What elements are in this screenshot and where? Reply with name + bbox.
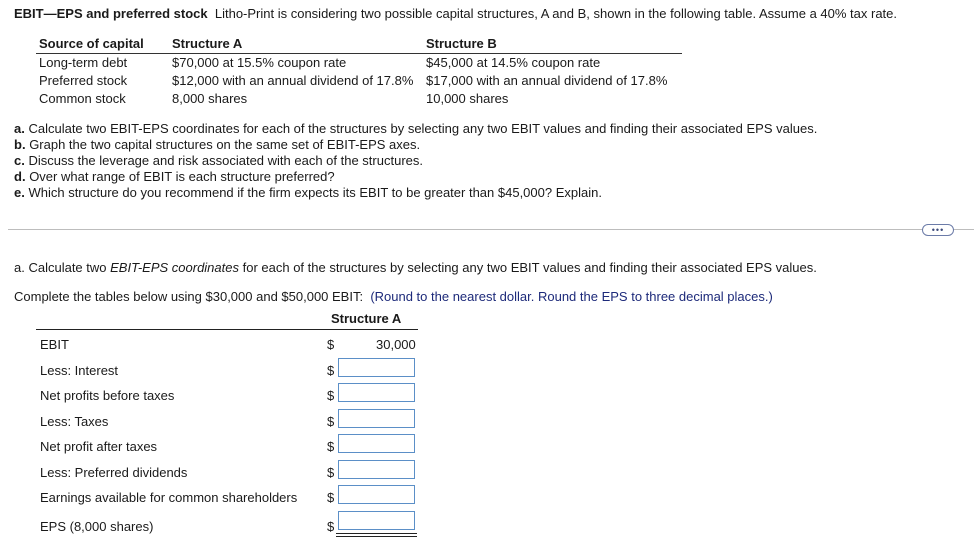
part-a: a. Calculate two EBIT-EPS coordinates for each of the structures by selecting any two EBIT values and finding their associated EPS values.: [14, 121, 818, 136]
preferred-dividends-input[interactable]: [338, 460, 415, 479]
answer-instruction: Complete the tables below using $30,000 and $50,000 EBIT: (Round to the nearest dollar. Round the EPS to three decimal places.): [14, 289, 773, 304]
currency-symbol: $: [327, 465, 335, 480]
eps-double-rule-bottom: [336, 536, 417, 537]
row-label-interest: Less: Interest: [40, 363, 119, 378]
row-label-preferred-dividends: Less: Preferred dividends: [40, 465, 188, 480]
row-preferred-label: Preferred stock: [39, 73, 128, 88]
problem-text: Litho-Print is considering two possible capital structures, A and B, shown in the following table. Assume a 40% tax rate.: [214, 6, 898, 21]
problem-statement: [14, 6, 897, 21]
row-debt-label: Long-term debt: [39, 55, 128, 70]
ebit-value: 30,000: [376, 337, 416, 352]
part-e: e. Which structure do you recommend if the firm expects its EBIT to be greater than $45,000? Explain.: [14, 185, 602, 200]
row-debt-b: $45,000 at 14.5% coupon rate: [426, 55, 601, 70]
structure-a-header: Structure A: [331, 311, 402, 326]
section-divider: [8, 229, 974, 230]
currency-symbol: $: [327, 490, 335, 505]
row-label-earnings-available: Earnings available for common shareholders: [40, 490, 298, 505]
row-label-ebit: EBIT: [40, 337, 69, 352]
net-profit-after-taxes-input[interactable]: [338, 434, 415, 453]
row-label-net-profits-before-taxes: Net profits before taxes: [40, 388, 175, 403]
answer-question: a. Calculate two EBIT-EPS coordinates for each of the structures by selecting any two EBIT values and finding their associated EPS values.: [14, 260, 817, 275]
taxes-input[interactable]: [338, 409, 415, 428]
col-header-source: Source of capital: [39, 36, 144, 51]
structure-a-header-rule: [36, 329, 418, 330]
currency-symbol: $: [327, 519, 335, 534]
row-common-a: 8,000 shares: [172, 91, 248, 106]
part-b: b. Graph the two capital structures on the same set of EBIT-EPS axes.: [14, 137, 421, 152]
part-c: c. Discuss the leverage and risk associated with each of the structures.: [14, 153, 423, 168]
net-profits-before-taxes-input[interactable]: [338, 383, 415, 402]
currency-symbol: $: [327, 414, 335, 429]
row-label-net-profit-after-taxes: Net profit after taxes: [40, 439, 158, 454]
problem-title: EBIT—EPS and preferred stock: [14, 6, 208, 21]
rounding-hint: (Round to the nearest dollar. Round the EPS to three decimal places.): [370, 289, 773, 304]
interest-input[interactable]: [338, 358, 415, 377]
row-preferred-a: $12,000 with an annual dividend of 17.8%: [172, 73, 414, 88]
currency-symbol: $: [327, 439, 335, 454]
eps-double-rule-top: [336, 533, 417, 534]
part-d: d. Over what range of EBIT is each structure preferred?: [14, 169, 335, 184]
row-label-taxes: Less: Taxes: [40, 414, 109, 429]
earnings-available-input[interactable]: [338, 485, 415, 504]
table-header-rule: [36, 53, 682, 54]
currency-symbol: $: [327, 363, 335, 378]
row-common-label: Common stock: [39, 91, 126, 106]
col-header-structure-b: Structure B: [426, 36, 497, 51]
row-label-eps: EPS (8,000 shares): [40, 519, 154, 534]
row-debt-a: $70,000 at 15.5% coupon rate: [172, 55, 347, 70]
row-preferred-b: $17,000 with an annual dividend of 17.8%: [426, 73, 668, 88]
row-common-b: 10,000 shares: [426, 91, 509, 106]
col-header-structure-a: Structure A: [172, 36, 243, 51]
currency-symbol: $: [327, 388, 335, 403]
more-options-button[interactable]: •••: [922, 224, 954, 236]
eps-input[interactable]: [338, 511, 415, 530]
currency-symbol: $: [327, 337, 335, 352]
